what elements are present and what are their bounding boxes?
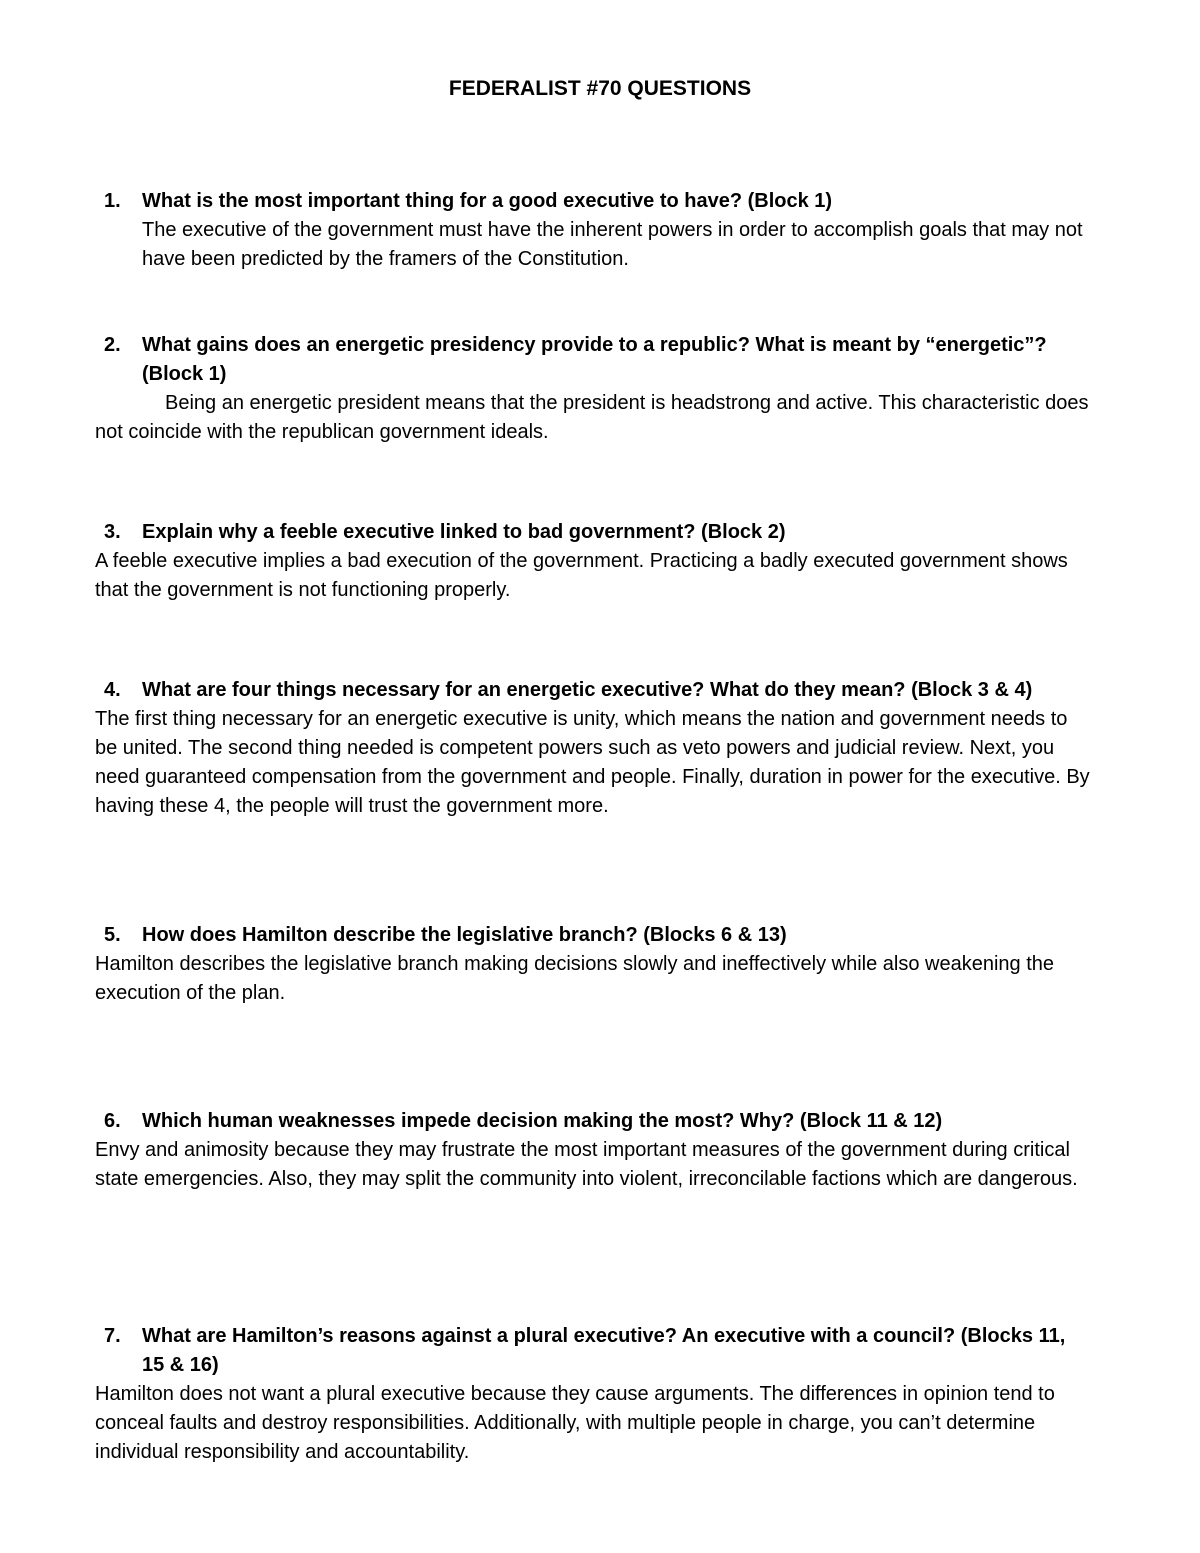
question-block-2 <box>0 331 1200 447</box>
question-line <box>0 331 1200 389</box>
answer-text: The first thing necessary for an energetic executive is unity, which means the nation and government needs to be united. The second thing needed is competent powers such as veto powers and judicial review. Next, you need guaranteed compensation from the government and people. Finally, duration in power for the executive. By having these 4, the people will trust the government more. <box>95 708 1090 817</box>
question-text: What are four things necessary for an energetic executive? What do they mean? (Block 3 & 4) <box>142 679 1033 701</box>
question-block-3 <box>0 518 1200 605</box>
question-number: 3. <box>104 521 121 543</box>
question-line <box>0 518 1200 547</box>
question-text: Explain why a feeble executive linked to bad government? (Block 2) <box>142 521 786 543</box>
question-block-4 <box>0 676 1200 821</box>
question-line <box>0 921 1200 950</box>
document-title: FEDERALIST #70 QUESTIONS <box>448 77 752 100</box>
question-number: 4. <box>104 679 121 701</box>
question-block-7 <box>0 1322 1200 1467</box>
question-number: 1. <box>104 190 121 212</box>
question-text: How does Hamilton describe the legislative branch? (Blocks 6 & 13) <box>142 924 787 946</box>
question-text: What are Hamilton’s reasons against a plural executive? An executive with a council? (Blocks 11, 15 & 16) <box>142 1325 1066 1376</box>
answer-text: Hamilton does not want a plural executive because they cause arguments. The differences in opinion tend to conceal faults and destroy responsibilities. Additionally, with multiple people in charge, you can’t determine individual responsibility and accountability. <box>95 1383 1055 1463</box>
question-number: 5. <box>104 924 121 946</box>
question-line <box>0 187 1200 216</box>
question-number: 6. <box>104 1110 121 1132</box>
answer-text: Being an energetic president means that the president is headstrong and active. This characteristic does not coincide with the republican government ideals. <box>95 392 1089 443</box>
question-number: 2. <box>104 334 121 356</box>
answer-text: The executive of the government must have the inherent powers in order to accomplish goals that may not have been predicted by the framers of the Constitution. <box>142 219 1083 270</box>
question-text: What gains does an energetic presidency provide to a republic? What is meant by “energetic”? (Block 1) <box>142 334 1047 385</box>
question-block-5 <box>0 921 1200 1008</box>
question-block-6 <box>0 1107 1200 1194</box>
question-text: Which human weaknesses impede decision making the most? Why? (Block 11 & 12) <box>142 1110 943 1132</box>
question-line <box>0 1107 1200 1136</box>
question-text: What is the most important thing for a good executive to have? (Block 1) <box>142 190 833 212</box>
answer-text: Envy and animosity because they may frustrate the most important measures of the government during critical state emergencies. Also, they may split the community into violent, irreconcilable factions which are dangerous. <box>95 1139 1078 1190</box>
question-line <box>0 676 1200 705</box>
answer-text: A feeble executive implies a bad execution of the government. Practicing a badly executed government shows that the government is not functioning properly. <box>95 550 1068 601</box>
question-line <box>0 1322 1200 1380</box>
answer-text: Hamilton describes the legislative branch making decisions slowly and ineffectively while also weakening the execution of the plan. <box>95 953 1055 1004</box>
question-block-1 <box>0 187 1200 274</box>
question-number: 7. <box>104 1325 121 1347</box>
